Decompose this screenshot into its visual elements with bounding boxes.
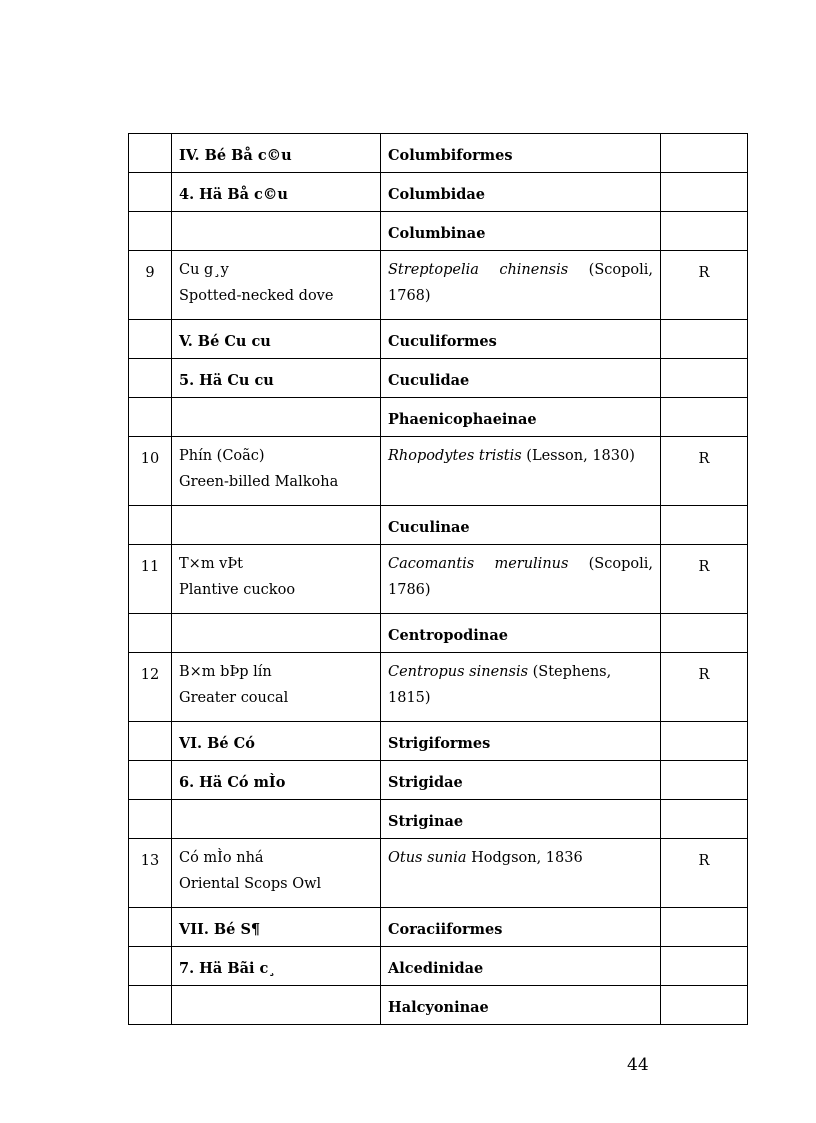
english-name: Spotted-necked dove <box>179 288 334 304</box>
vietnamese-taxon-name: VII. Bé S¶ <box>172 908 381 947</box>
binomial-name: Otus sunia <box>388 850 467 866</box>
scientific-taxon-name: Cuculinae <box>381 506 661 545</box>
row-number <box>129 947 172 986</box>
scientific-name-line <box>388 257 653 283</box>
status-code <box>661 761 748 800</box>
vietnamese-taxon-name: 7. Hä Bãi c¸ <box>172 947 381 986</box>
common-names-cell <box>172 437 381 506</box>
vietnamese-taxon-name: 4. Hä Bå c©u <box>172 173 381 212</box>
scientific-name-cell <box>381 437 661 506</box>
scientific-taxon-name: Columbiformes <box>381 134 661 173</box>
scientific-name-cell <box>381 545 661 614</box>
scientific-taxon-name: Columbidae <box>381 173 661 212</box>
row-number <box>129 800 172 839</box>
scientific-taxon-name: Cuculidae <box>381 359 661 398</box>
taxon-header-row <box>129 173 748 212</box>
species-table-body <box>129 134 748 1025</box>
common-names-cell <box>172 545 381 614</box>
row-number <box>129 320 172 359</box>
vietnamese-taxon-name <box>172 800 381 839</box>
scientific-taxon-name: Cuculiformes <box>381 320 661 359</box>
taxon-header-row <box>129 947 748 986</box>
taxon-header-row <box>129 398 748 437</box>
author-citation: (Lesson, 1830) <box>521 448 635 464</box>
author-year: 1768) <box>388 288 431 304</box>
row-number <box>129 173 172 212</box>
row-number <box>129 722 172 761</box>
page-number: 44 <box>627 1055 649 1075</box>
taxon-header-row <box>129 506 748 545</box>
taxon-header-row <box>129 800 748 839</box>
row-number: 12 <box>129 653 172 722</box>
vietnamese-taxon-name: IV. Bé Bå c©u <box>172 134 381 173</box>
taxon-header-row <box>129 320 748 359</box>
scientific-name-line <box>388 845 653 871</box>
vietnamese-taxon-name <box>172 506 381 545</box>
species-row <box>129 437 748 506</box>
row-number <box>129 134 172 173</box>
scientific-taxon-name: Coraciiformes <box>381 908 661 947</box>
row-number: 13 <box>129 839 172 908</box>
binomial-name: Cacomantis merulinus <box>388 556 569 572</box>
author-citation: Hodgson, 1836 <box>466 850 583 866</box>
scientific-name-cell <box>381 653 661 722</box>
row-number <box>129 398 172 437</box>
species-row <box>129 251 748 320</box>
row-number <box>129 506 172 545</box>
scientific-name-line <box>388 551 653 577</box>
scientific-name-cell <box>381 251 661 320</box>
english-name: Greater coucal <box>179 690 289 706</box>
species-row <box>129 653 748 722</box>
author-year: 1786) <box>388 582 431 598</box>
scientific-taxon-name: Strigiformes <box>381 722 661 761</box>
row-number <box>129 614 172 653</box>
taxon-header-row <box>129 908 748 947</box>
status-code <box>661 908 748 947</box>
vietnamese-taxon-name <box>172 398 381 437</box>
status-code <box>661 134 748 173</box>
author-citation: (Scopoli, <box>568 262 653 278</box>
row-number <box>129 359 172 398</box>
row-number: 10 <box>129 437 172 506</box>
species-row <box>129 839 748 908</box>
vietnamese-taxon-name <box>172 986 381 1025</box>
taxon-header-row <box>129 359 748 398</box>
vietnamese-taxon-name <box>172 212 381 251</box>
row-number: 9 <box>129 251 172 320</box>
status-code <box>661 722 748 761</box>
species-row <box>129 545 748 614</box>
taxon-header-row <box>129 212 748 251</box>
taxon-header-row <box>129 614 748 653</box>
row-number <box>129 761 172 800</box>
vietnamese-name: Có mÌo nhá <box>179 850 264 866</box>
status-code <box>661 212 748 251</box>
scientific-taxon-name: Centropodinae <box>381 614 661 653</box>
english-name: Oriental Scops Owl <box>179 876 322 892</box>
scientific-taxon-name: Halcyoninae <box>381 986 661 1025</box>
common-names-cell <box>172 839 381 908</box>
vietnamese-taxon-name: V. Bé Cu cu <box>172 320 381 359</box>
status-code: R <box>661 545 748 614</box>
status-code <box>661 173 748 212</box>
scientific-name-line <box>388 659 653 711</box>
status-code <box>661 506 748 545</box>
status-code: R <box>661 839 748 908</box>
common-names-cell <box>172 653 381 722</box>
species-table <box>128 133 748 1025</box>
binomial-name: Streptopelia chinensis <box>388 262 569 278</box>
vietnamese-name: B×m bÞp lín <box>179 664 272 680</box>
scientific-taxon-name: Alcedinidae <box>381 947 661 986</box>
taxon-header-row <box>129 986 748 1025</box>
binomial-name: Centropus sinensis <box>388 664 529 680</box>
status-code <box>661 359 748 398</box>
vietnamese-name: Cu g¸y <box>179 262 229 278</box>
vietnamese-name: T×m vÞt <box>179 556 243 572</box>
status-code <box>661 398 748 437</box>
scientific-name-line <box>388 443 653 469</box>
vietnamese-taxon-name <box>172 614 381 653</box>
taxon-header-row <box>129 761 748 800</box>
row-number: 11 <box>129 545 172 614</box>
row-number <box>129 908 172 947</box>
vietnamese-taxon-name: 5. Hä Cu cu <box>172 359 381 398</box>
status-code: R <box>661 437 748 506</box>
vietnamese-taxon-name: 6. Hä Có mÌo <box>172 761 381 800</box>
scientific-taxon-name: Striginae <box>381 800 661 839</box>
author-citation: (Scopoli, <box>568 556 653 572</box>
scientific-taxon-name: Phaenicophaeinae <box>381 398 661 437</box>
english-name: Green-billed Malkoha <box>179 474 339 490</box>
status-code: R <box>661 653 748 722</box>
status-code: R <box>661 251 748 320</box>
scientific-name-cell <box>381 839 661 908</box>
author-citation: (Stephens, 1815) <box>388 664 612 706</box>
vietnamese-name: Phín (Coãc) <box>179 448 265 464</box>
status-code <box>661 614 748 653</box>
scientific-taxon-name: Columbinae <box>381 212 661 251</box>
status-code <box>661 800 748 839</box>
vietnamese-taxon-name: VI. Bé Có <box>172 722 381 761</box>
scientific-taxon-name: Strigidae <box>381 761 661 800</box>
taxon-header-row <box>129 722 748 761</box>
row-number <box>129 212 172 251</box>
status-code <box>661 947 748 986</box>
row-number <box>129 986 172 1025</box>
binomial-name: Rhopodytes tristis <box>388 448 522 464</box>
english-name: Plantive cuckoo <box>179 582 296 598</box>
common-names-cell <box>172 251 381 320</box>
status-code <box>661 986 748 1025</box>
status-code <box>661 320 748 359</box>
taxon-header-row <box>129 134 748 173</box>
